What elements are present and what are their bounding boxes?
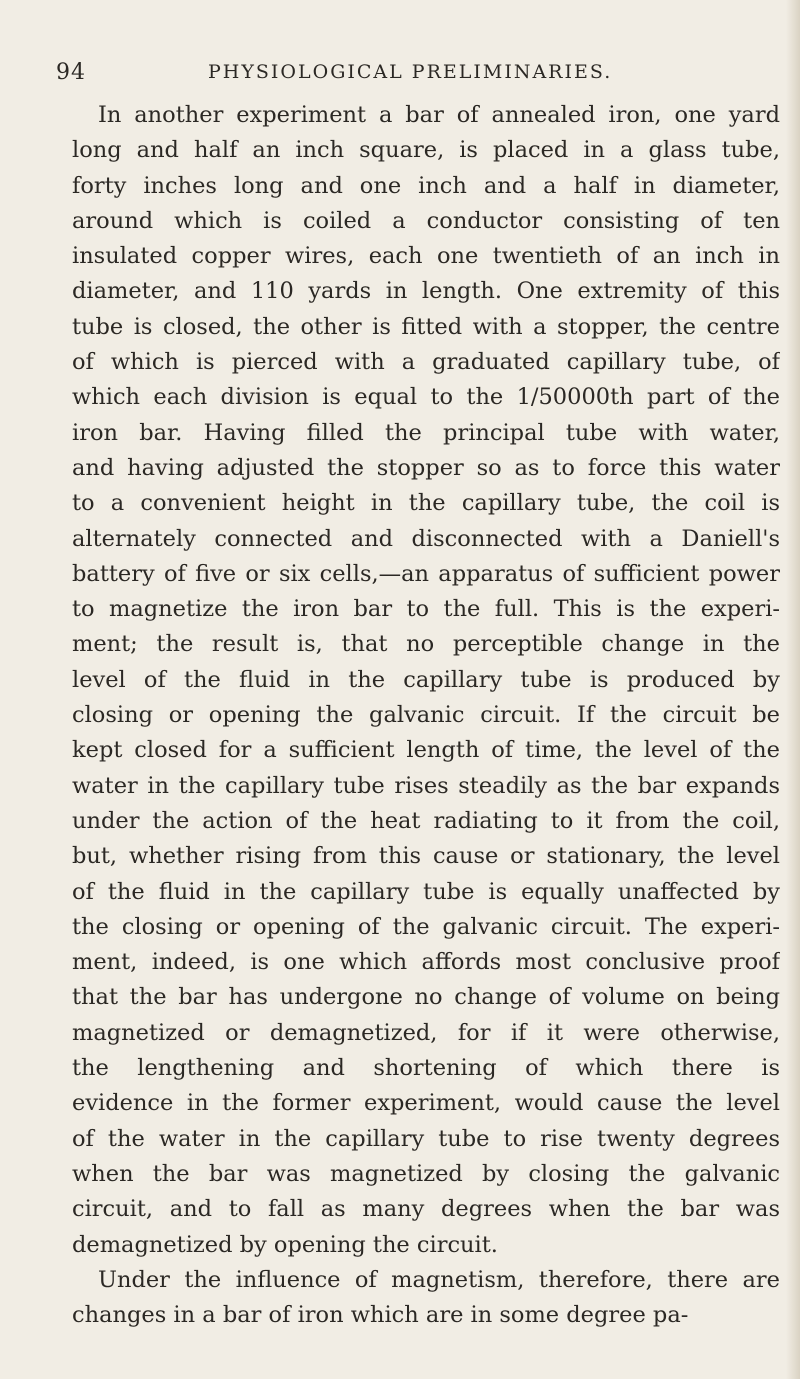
text-line: under the action of the heat radiating to it from the coil, bbox=[72, 807, 780, 834]
text-line: to magnetize the iron bar to the full. This is the experi- bbox=[72, 596, 780, 623]
text-line: level of the fluid in the capillary tube is produced by bbox=[72, 666, 780, 693]
text-line: water in the capillary tube rises steadily as the bar expands bbox=[72, 772, 780, 799]
text-line: alternately connected and disconnected with a Daniell's bbox=[72, 525, 780, 552]
text-line: and having adjusted the stopper so as to force this water bbox=[72, 454, 780, 481]
text-line: magnetized or demagnetized, for if it were otherwise, bbox=[72, 1019, 780, 1046]
paragraph bbox=[72, 1263, 780, 1334]
text-line: diameter, and 110 yards in length. One extremity of this bbox=[72, 278, 780, 305]
running-head bbox=[56, 60, 756, 94]
text-line: changes in a bar of iron which are in some degree pa- bbox=[72, 1302, 689, 1329]
text-line: long and half an inch square, is placed in a glass tube, bbox=[72, 137, 780, 164]
text-line: of which is pierced with a graduated capillary tube, of bbox=[72, 349, 780, 376]
text-line: around which is coiled a conductor consisting of ten bbox=[72, 207, 780, 234]
text-line: iron bar. Having filled the principal tube with water, bbox=[72, 419, 780, 446]
text-line: of the fluid in the capillary tube is equally unaffected by bbox=[72, 878, 780, 905]
text-line: In another experiment a bar of annealed iron, one yard bbox=[98, 102, 780, 128]
body-text bbox=[72, 98, 780, 1333]
text-line: of the water in the capillary tube to rise twenty degrees bbox=[72, 1125, 780, 1152]
text-line: ment; the result is, that no perceptible change in the bbox=[72, 631, 780, 658]
page-number: 94 bbox=[56, 60, 86, 85]
text-line: closing or opening the galvanic circuit. If the circuit be bbox=[72, 702, 780, 729]
text-line: circuit, and to fall as many degrees when the bar was bbox=[72, 1196, 780, 1223]
text-line: that the bar has undergone no change of volume on being bbox=[72, 984, 780, 1011]
running-title: PHYSIOLOGICAL PRELIMINARIES. bbox=[208, 61, 613, 83]
text-line: to a convenient height in the capillary tube, the coil is bbox=[72, 490, 780, 517]
text-line: kept closed for a sufficient length of time, the level of the bbox=[72, 737, 780, 764]
text-line: battery of five or six cells,—an apparatus of sufficient power bbox=[72, 560, 780, 587]
text-line: tube is closed, the other is fitted with a stopper, the centre bbox=[72, 313, 780, 340]
page-edge-shadow bbox=[786, 0, 800, 1379]
text-line: insulated copper wires, each one twentieth of an inch in bbox=[72, 243, 780, 270]
text-line: evidence in the former experiment, would cause the level bbox=[72, 1090, 780, 1117]
text-line: the lengthening and shortening of which there is bbox=[72, 1055, 780, 1082]
text-line: the closing or opening of the galvanic circuit. The experi- bbox=[72, 913, 780, 940]
paragraph bbox=[72, 98, 780, 1263]
text-line: ment, indeed, is one which affords most conclusive proof bbox=[72, 949, 780, 976]
text-line: when the bar was magnetized by closing the galvanic bbox=[72, 1160, 780, 1187]
text-line: Under the influence of magnetism, therefore, there are bbox=[98, 1266, 780, 1293]
text-line: which each division is equal to the 1/50000th part of the bbox=[72, 384, 780, 411]
text-line: but, whether rising from this cause or stationary, the level bbox=[72, 843, 780, 870]
text-line: forty inches long and one inch and a half in diameter, bbox=[72, 172, 780, 199]
text-line: demagnetized by opening the circuit. bbox=[72, 1231, 498, 1258]
